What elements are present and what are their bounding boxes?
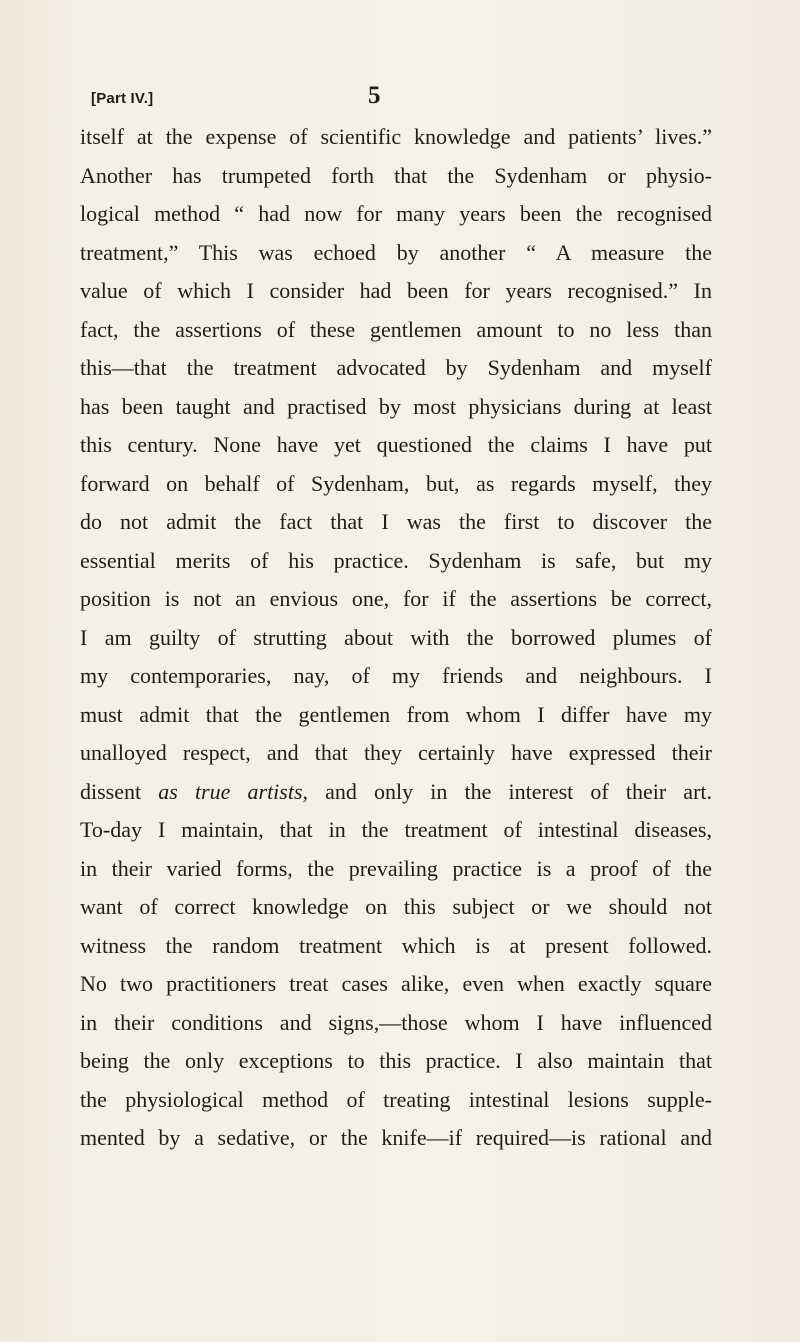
italic-phrase: as true artists [158, 778, 303, 804]
text-line: this century. None have yet questioned the claims I have put [80, 432, 712, 457]
text-line: has been taught and practised by most physicians during at least [80, 393, 712, 419]
text-line: in their conditions and signs,—those whom I have influenced [80, 1009, 712, 1035]
text-line: value of which I consider had been for years recognised.” In [80, 278, 712, 303]
text-line: essential merits of his practice. Sydenham is safe, but my [80, 547, 712, 573]
text-line: logical method “ had now for many years been the recognised [80, 201, 712, 226]
text-line: the physiological method of treating intestinal lesions supple- [80, 1086, 712, 1112]
text-line: in their varied forms, the prevailing practice is a proof of the [80, 855, 712, 881]
text-line: forward on behalf of Sydenham, but, as regards myself, they [80, 470, 712, 496]
text-line: Another has trumpeted forth that the Sydenham or physio- [80, 162, 712, 188]
text-segment: dissent [80, 778, 159, 804]
text-line-with-italic [80, 773, 712, 812]
text-line: must admit that the gentlemen from whom I differ have my [80, 701, 712, 727]
text-segment: , and only in the interest of their art. [302, 778, 713, 804]
text-line: To-day I maintain, that in the treatment of intestinal diseases, [80, 817, 712, 842]
text-line: No two practitioners treat cases alike, even when exactly square [80, 971, 712, 996]
text-line: do not admit the fact that I was the first to discover the [80, 509, 712, 534]
text-line: I am guilty of strutting about with the borrowed plumes of [80, 624, 712, 650]
text-line: witness the random treatment which is at present followed. [80, 932, 712, 958]
page-number: 5 [368, 82, 381, 109]
text-line: itself at the expense of scientific knowledge and patients’ lives.” [80, 124, 712, 149]
text-line: being the only exceptions to this practice. I also maintain that [80, 1048, 712, 1073]
text-line: this—that the treatment advocated by Sydenham and myself [80, 355, 712, 380]
page-header [91, 82, 706, 116]
text-line: treatment,” This was echoed by another “ A measure the [80, 239, 712, 265]
text-line: want of correct knowledge on this subject or we should not [80, 894, 712, 919]
part-label: [Part IV.] [91, 90, 154, 107]
text-line: unalloyed respect, and that they certainly have expressed their [80, 740, 712, 765]
text-line: position is not an envious one, for if the assertions be correct, [80, 586, 712, 611]
text-line: my contemporaries, nay, of my friends and neighbours. I [80, 663, 712, 688]
body-text [80, 118, 712, 1158]
text-line: mented by a sedative, or the knife—if required—is rational and [80, 1125, 712, 1150]
text-line: fact, the assertions of these gentlemen amount to no less than [80, 316, 712, 342]
